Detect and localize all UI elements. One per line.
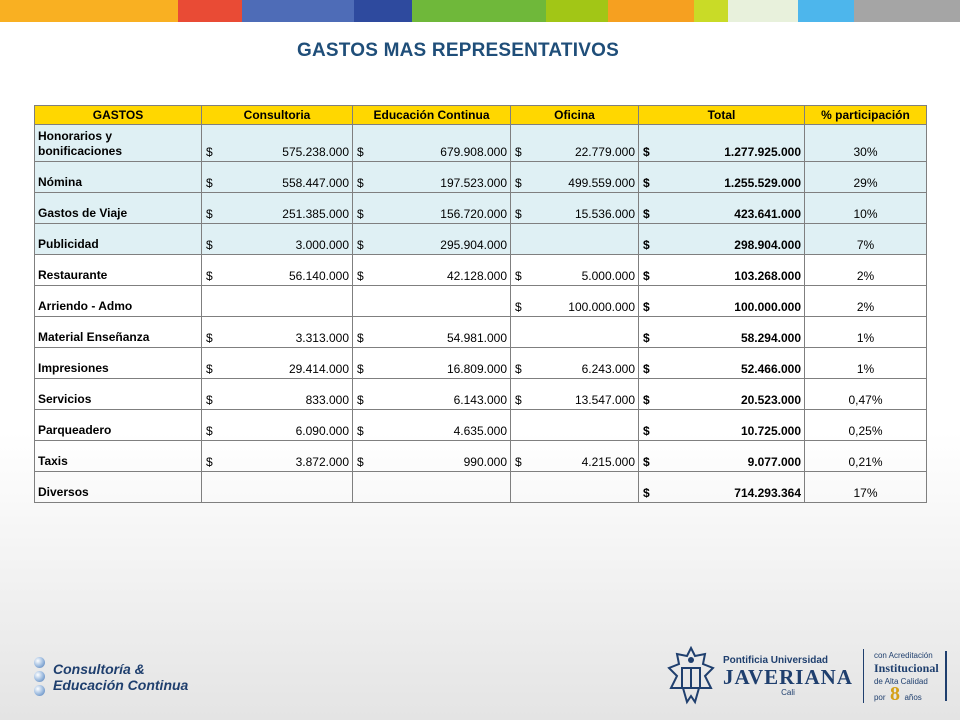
color-segment bbox=[412, 0, 546, 22]
cell-educacion bbox=[353, 193, 511, 224]
currency-symbol: $ bbox=[515, 300, 522, 314]
table-row bbox=[35, 224, 927, 255]
cell-participacion: 0,25% bbox=[805, 410, 927, 441]
currency-symbol: $ bbox=[206, 424, 213, 438]
amount: 103.268.000 bbox=[734, 269, 801, 283]
cell-total bbox=[639, 317, 805, 348]
table-header-row bbox=[35, 106, 927, 125]
table-row bbox=[35, 410, 927, 441]
brand-line-1: Consultoría & bbox=[53, 660, 145, 677]
cell-oficina bbox=[511, 125, 639, 162]
cell-participacion: 1% bbox=[805, 317, 927, 348]
color-segment bbox=[546, 0, 608, 22]
amount: 22.779.000 bbox=[574, 145, 635, 159]
row-label bbox=[35, 162, 202, 193]
cell-oficina bbox=[511, 255, 639, 286]
header-oficina: Oficina bbox=[511, 106, 639, 125]
header-participacion: % participación bbox=[805, 106, 927, 125]
currency-symbol: $ bbox=[206, 269, 213, 283]
university-crest-icon bbox=[665, 646, 717, 706]
row-label-line: bonificaciones bbox=[38, 144, 123, 158]
amount: 29.414.000 bbox=[288, 362, 349, 376]
cell-consultoria bbox=[202, 410, 353, 441]
currency-symbol: $ bbox=[206, 176, 213, 190]
cell-total bbox=[639, 193, 805, 224]
amount: 58.294.000 bbox=[740, 331, 801, 345]
cell-consultoria bbox=[202, 348, 353, 379]
amount: 251.385.000 bbox=[282, 207, 349, 221]
color-segment bbox=[178, 0, 242, 22]
cell-total bbox=[639, 255, 805, 286]
amount: 15.536.000 bbox=[574, 207, 635, 221]
header-total: Total bbox=[639, 106, 805, 125]
amount: 54.981.000 bbox=[446, 331, 507, 345]
table-row bbox=[35, 162, 927, 193]
currency-symbol: $ bbox=[643, 393, 650, 407]
row-label-line: Restaurante bbox=[38, 268, 108, 282]
amount: 100.000.000 bbox=[734, 300, 801, 314]
table-row bbox=[35, 125, 927, 162]
row-label-line: Honorarios y bbox=[38, 129, 113, 143]
table-row bbox=[35, 286, 927, 317]
cell-oficina bbox=[511, 441, 639, 472]
university-logo bbox=[665, 646, 960, 706]
brand-line-2: Educación Continua bbox=[53, 676, 189, 693]
accreditation-years: años bbox=[904, 692, 922, 702]
currency-symbol: $ bbox=[643, 486, 650, 500]
cell-oficina bbox=[511, 348, 639, 379]
cell-total bbox=[639, 286, 805, 317]
amount: 990.000 bbox=[463, 455, 507, 469]
cell-educacion bbox=[353, 162, 511, 193]
cell-participacion: 10% bbox=[805, 193, 927, 224]
row-label-line: Impresiones bbox=[38, 361, 109, 375]
cell-total bbox=[639, 472, 805, 503]
amount: 6.243.000 bbox=[581, 362, 635, 376]
cell-participacion: 2% bbox=[805, 286, 927, 317]
currency-symbol: $ bbox=[643, 207, 650, 221]
cell-total bbox=[639, 125, 805, 162]
cell-total bbox=[639, 441, 805, 472]
university-city: Cali bbox=[781, 688, 795, 697]
currency-symbol: $ bbox=[643, 300, 650, 314]
header-educacion-continua: Educación Continua bbox=[353, 106, 511, 125]
flag-icon bbox=[945, 651, 960, 701]
table-row bbox=[35, 379, 927, 410]
amount: 423.641.000 bbox=[734, 207, 801, 221]
table-row bbox=[35, 348, 927, 379]
cell-oficina bbox=[511, 472, 639, 503]
cell-oficina bbox=[511, 162, 639, 193]
cell-oficina bbox=[511, 286, 639, 317]
row-label bbox=[35, 125, 202, 162]
cell-consultoria bbox=[202, 162, 353, 193]
currency-symbol: $ bbox=[206, 207, 213, 221]
currency-symbol: $ bbox=[643, 331, 650, 345]
cell-participacion: 30% bbox=[805, 125, 927, 162]
currency-symbol: $ bbox=[515, 455, 522, 469]
amount: 197.523.000 bbox=[440, 176, 507, 190]
amount: 298.904.000 bbox=[734, 238, 801, 252]
amount: 5.000.000 bbox=[581, 269, 635, 283]
table-row bbox=[35, 317, 927, 348]
cell-educacion bbox=[353, 286, 511, 317]
cell-consultoria bbox=[202, 286, 353, 317]
cell-total bbox=[639, 162, 805, 193]
cell-participacion: 0,47% bbox=[805, 379, 927, 410]
accreditation-por: por bbox=[873, 692, 886, 702]
cell-educacion bbox=[353, 472, 511, 503]
header-consultoria: Consultoria bbox=[202, 106, 353, 125]
currency-symbol: $ bbox=[643, 176, 650, 190]
amount: 42.128.000 bbox=[446, 269, 507, 283]
consultoria-logo bbox=[34, 657, 188, 696]
color-segment bbox=[798, 0, 854, 22]
currency-symbol: $ bbox=[206, 393, 213, 407]
currency-symbol: $ bbox=[357, 269, 364, 283]
amount: 100.000.000 bbox=[568, 300, 635, 314]
currency-symbol: $ bbox=[357, 207, 364, 221]
amount: 6.090.000 bbox=[295, 424, 349, 438]
row-label bbox=[35, 255, 202, 286]
cell-total bbox=[639, 379, 805, 410]
expenses-table bbox=[34, 105, 927, 503]
color-segment bbox=[728, 0, 798, 22]
currency-symbol: $ bbox=[643, 455, 650, 469]
row-label-line: Taxis bbox=[38, 454, 68, 468]
currency-symbol: $ bbox=[206, 455, 213, 469]
color-segment bbox=[854, 0, 960, 22]
amount: 9.077.000 bbox=[747, 455, 801, 469]
accreditation-badge bbox=[874, 649, 939, 704]
amount: 56.140.000 bbox=[288, 269, 349, 283]
row-label-line: Arriendo - Admo bbox=[38, 299, 133, 313]
currency-symbol: $ bbox=[357, 393, 364, 407]
currency-symbol: $ bbox=[643, 362, 650, 376]
amount: 4.215.000 bbox=[581, 455, 635, 469]
row-label bbox=[35, 286, 202, 317]
cell-educacion bbox=[353, 379, 511, 410]
currency-symbol: $ bbox=[515, 269, 522, 283]
amount: 10.725.000 bbox=[740, 424, 801, 438]
divider bbox=[863, 649, 864, 703]
row-label bbox=[35, 379, 202, 410]
currency-symbol: $ bbox=[357, 238, 364, 252]
cell-consultoria bbox=[202, 441, 353, 472]
cell-educacion bbox=[353, 224, 511, 255]
currency-symbol: $ bbox=[357, 145, 364, 159]
cell-educacion bbox=[353, 125, 511, 162]
row-label-line: Servicios bbox=[38, 392, 92, 406]
currency-symbol: $ bbox=[206, 238, 213, 252]
amount: 714.293.364 bbox=[734, 486, 801, 500]
table-row bbox=[35, 472, 927, 503]
row-label-line: Gastos de Viaje bbox=[38, 206, 128, 220]
cell-oficina bbox=[511, 379, 639, 410]
row-label bbox=[35, 472, 202, 503]
row-label-line: Parqueadero bbox=[38, 423, 112, 437]
cell-total bbox=[639, 224, 805, 255]
cell-oficina bbox=[511, 193, 639, 224]
currency-symbol: $ bbox=[515, 207, 522, 221]
accreditation-line-2: Institucional bbox=[873, 660, 939, 675]
currency-symbol: $ bbox=[515, 176, 522, 190]
color-segment bbox=[242, 0, 354, 22]
cell-participacion: 29% bbox=[805, 162, 927, 193]
cell-oficina bbox=[511, 410, 639, 441]
cell-consultoria bbox=[202, 379, 353, 410]
currency-symbol: $ bbox=[643, 238, 650, 252]
color-segment bbox=[694, 0, 728, 22]
top-color-bar bbox=[0, 0, 960, 22]
currency-symbol: $ bbox=[357, 331, 364, 345]
accreditation-years-number: 8 bbox=[889, 682, 900, 705]
accreditation-line-1: con Acreditación bbox=[873, 650, 933, 660]
cell-educacion bbox=[353, 348, 511, 379]
amount: 3.313.000 bbox=[295, 331, 349, 345]
cell-educacion bbox=[353, 255, 511, 286]
row-label bbox=[35, 224, 202, 255]
logo-dots-icon bbox=[34, 657, 45, 696]
currency-symbol: $ bbox=[515, 362, 522, 376]
page-title: GASTOS MAS REPRESENTATIVOS bbox=[297, 40, 619, 61]
cell-total bbox=[639, 348, 805, 379]
cell-educacion bbox=[353, 410, 511, 441]
currency-symbol: $ bbox=[357, 424, 364, 438]
row-label-line: Diversos bbox=[38, 485, 89, 499]
currency-symbol: $ bbox=[357, 176, 364, 190]
row-label bbox=[35, 410, 202, 441]
amount: 16.809.000 bbox=[446, 362, 507, 376]
amount: 499.559.000 bbox=[568, 176, 635, 190]
header-gastos: GASTOS bbox=[35, 106, 202, 125]
currency-symbol: $ bbox=[643, 269, 650, 283]
row-label bbox=[35, 193, 202, 224]
currency-symbol: $ bbox=[357, 455, 364, 469]
amount: 558.447.000 bbox=[282, 176, 349, 190]
currency-symbol: $ bbox=[357, 362, 364, 376]
amount: 52.466.000 bbox=[740, 362, 801, 376]
cell-participacion: 0,21% bbox=[805, 441, 927, 472]
cell-consultoria bbox=[202, 472, 353, 503]
row-label bbox=[35, 348, 202, 379]
table-row bbox=[35, 255, 927, 286]
amount: 833.000 bbox=[305, 393, 349, 407]
color-segment bbox=[354, 0, 412, 22]
amount: 13.547.000 bbox=[574, 393, 635, 407]
amount: 295.904.000 bbox=[440, 238, 507, 252]
row-label-line: Material Enseñanza bbox=[38, 330, 150, 344]
currency-symbol: $ bbox=[515, 145, 522, 159]
currency-symbol: $ bbox=[206, 145, 213, 159]
currency-symbol: $ bbox=[206, 331, 213, 345]
cell-participacion: 17% bbox=[805, 472, 927, 503]
amount: 3.000.000 bbox=[295, 238, 349, 252]
cell-total bbox=[639, 410, 805, 441]
amount: 575.238.000 bbox=[282, 145, 349, 159]
cell-participacion: 7% bbox=[805, 224, 927, 255]
currency-symbol: $ bbox=[643, 145, 650, 159]
amount: 156.720.000 bbox=[440, 207, 507, 221]
color-segment bbox=[0, 0, 178, 22]
cell-consultoria bbox=[202, 193, 353, 224]
cell-participacion: 2% bbox=[805, 255, 927, 286]
cell-oficina bbox=[511, 317, 639, 348]
accreditation-line-3: de Alta Calidad bbox=[873, 676, 928, 686]
color-segment bbox=[608, 0, 694, 22]
currency-symbol: $ bbox=[515, 393, 522, 407]
cell-educacion bbox=[353, 441, 511, 472]
currency-symbol: $ bbox=[206, 362, 213, 376]
university-name-1: Pontificia Universidad bbox=[723, 655, 829, 666]
cell-educacion bbox=[353, 317, 511, 348]
cell-consultoria bbox=[202, 224, 353, 255]
amount: 20.523.000 bbox=[740, 393, 801, 407]
cell-consultoria bbox=[202, 317, 353, 348]
table-row bbox=[35, 441, 927, 472]
amount: 679.908.000 bbox=[440, 145, 507, 159]
row-label-line: Nómina bbox=[38, 175, 83, 189]
amount: 1.255.529.000 bbox=[724, 176, 801, 190]
university-name-2: JAVERIANA bbox=[723, 665, 853, 689]
amount: 6.143.000 bbox=[453, 393, 507, 407]
cell-consultoria bbox=[202, 255, 353, 286]
row-label bbox=[35, 441, 202, 472]
amount: 4.635.000 bbox=[453, 424, 507, 438]
cell-consultoria bbox=[202, 125, 353, 162]
amount: 3.872.000 bbox=[295, 455, 349, 469]
amount: 1.277.925.000 bbox=[724, 145, 801, 159]
row-label bbox=[35, 317, 202, 348]
currency-symbol: $ bbox=[643, 424, 650, 438]
cell-oficina bbox=[511, 224, 639, 255]
row-label-line: Publicidad bbox=[38, 237, 99, 251]
table-row bbox=[35, 193, 927, 224]
cell-participacion: 1% bbox=[805, 348, 927, 379]
